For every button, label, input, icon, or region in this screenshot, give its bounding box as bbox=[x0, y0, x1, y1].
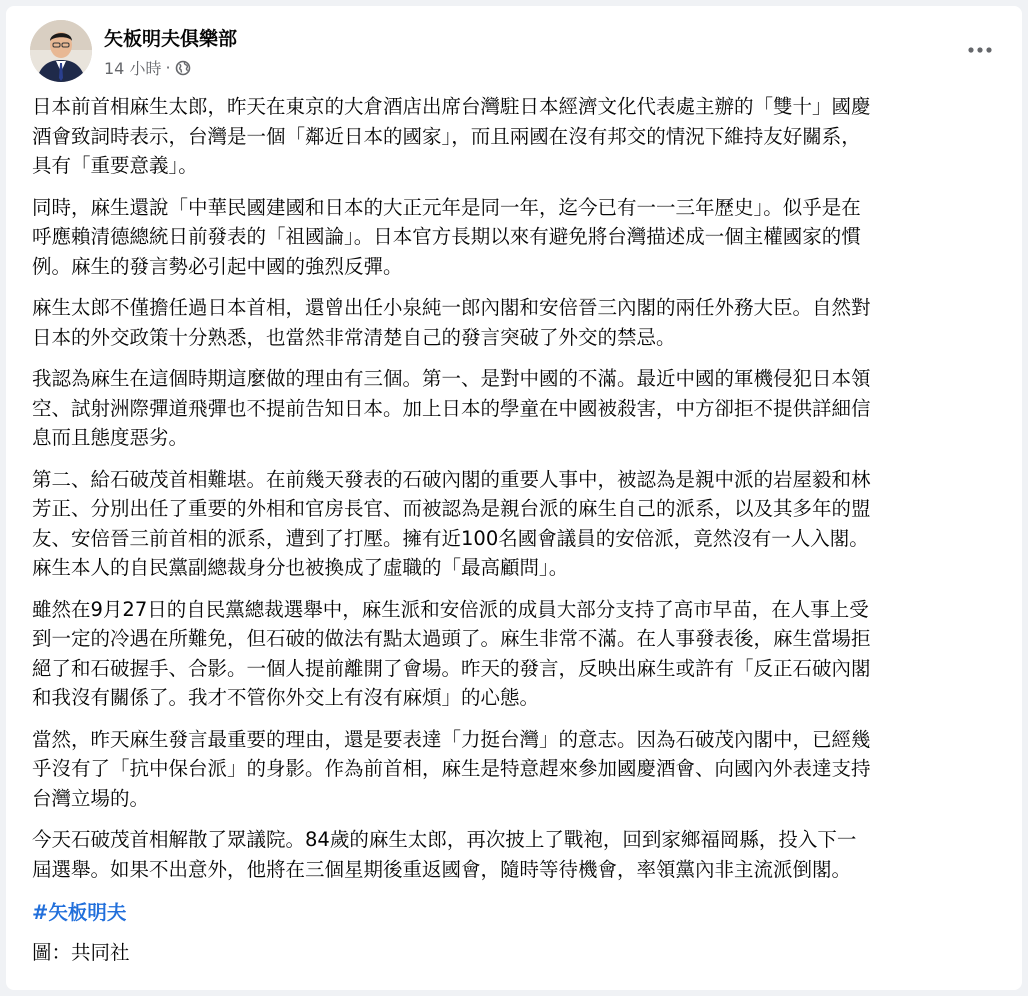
hashtag-link[interactable]: #矢板明夫 bbox=[32, 901, 127, 924]
more-options-button[interactable] bbox=[960, 30, 1000, 70]
post-paragraph: 日本前首相麻生太郎，昨天在東京的大倉酒店出席台灣駐日本經濟文化代表處主辦的「雙十」國慶 酒會致詞時表示，台灣是一個「鄰近日本的國家」，而且兩國在沒有邦交的情況下維持友好關系， 具有「重要意義」。 bbox=[32, 95, 871, 177]
more-horizontal-icon bbox=[967, 46, 993, 54]
image-caption: 圖：共同社 bbox=[32, 940, 130, 964]
globe-icon[interactable] bbox=[175, 60, 191, 76]
post-header bbox=[30, 20, 1000, 84]
post-paragraph: 雖然在9月27日的自民黨總裁選舉中，麻生派和安倍派的成員大部分支持了高市早苗，在人事上受 到一定的冷遇在所難免，但石破的做法有點太過頭了。麻生非常不滿。在人事發表後，麻生當場拒 絕了和石破握手、合影。一個人提前離開了會場。昨天的發言，反映出麻生或許有「反正石破內閣 和我沒有關係了。我才不管你外交上有沒有麻煩」的心態。 bbox=[32, 597, 871, 709]
post-body bbox=[32, 92, 1002, 967]
post-paragraph: 當然，昨天麻生發言最重要的理由，還是要表達「力挺台灣」的意志。因為石破茂內閣中，已經幾 乎沒有了「抗中保台派」的身影。作為前首相，麻生是特意趕來參加國慶酒會、向國內外表達支持 台灣立場的。 bbox=[32, 727, 871, 810]
meta-separator: · bbox=[165, 58, 171, 77]
post-paragraph: 今天石破茂首相解散了眾議院。84歲的麻生太郎，再次披上了戰袍，回到家鄉福岡縣，投入下一 屆選舉。如果不出意外，他將在三個星期後重返國會，隨時等待機會，率領黨內非主流派倒閣。 bbox=[32, 828, 857, 881]
post-card bbox=[6, 6, 1022, 990]
post-paragraph: 同時，麻生還說「中華民國建國和日本的大正元年是同一年，迄今已有一一三年歷史」。似乎是在 呼應賴清德總統日前發表的「祖國論」。日本官方長期以來有避免將台灣描述成一個主權國家的慣 例。麻生的發言勢必引起中國的強烈反彈。 bbox=[32, 195, 861, 278]
post-paragraph: 我認為麻生在這個時期這麼做的理由有三個。第一、是對中國的不滿。最近中國的軍機侵犯日本領 空、試射洲際彈道飛彈也不提前告知日本。加上日本的學童在中國被殺害，中方卻拒不提供詳細信 息而且態度惡劣。 bbox=[32, 367, 871, 449]
post-time[interactable]: 14 小時 bbox=[104, 59, 162, 78]
post-paragraph: 第二、給石破茂首相難堪。在前幾天發表的石破內閣的重要人事中，被認為是親中派的岩屋毅和林 芳正、分別出任了重要的外相和官房長官、而被認為是親台派的麻生自己的派系，以及其多年的盟 友、安倍晉三前首相的派系，遭到了打壓。擁有近100名國會議員的安倍派，竟然沒有一人入閣。 麻生本人的自民黨副總裁身分也被換成了虛職的「最高顧問」。 bbox=[32, 467, 871, 579]
post-paragraph: 麻生太郎不僅擔任過日本首相，還曾出任小泉純一郎內閣和安倍晉三內閣的兩任外務大臣。自然對 日本的外交政策十分熟悉，也當然非常清楚自己的發言突破了外交的禁忌。 bbox=[32, 296, 871, 349]
avatar[interactable] bbox=[30, 20, 92, 82]
post-meta bbox=[104, 56, 191, 79]
page-name[interactable]: 矢板明夫俱樂部 bbox=[104, 28, 238, 50]
avatar-image bbox=[30, 20, 92, 82]
